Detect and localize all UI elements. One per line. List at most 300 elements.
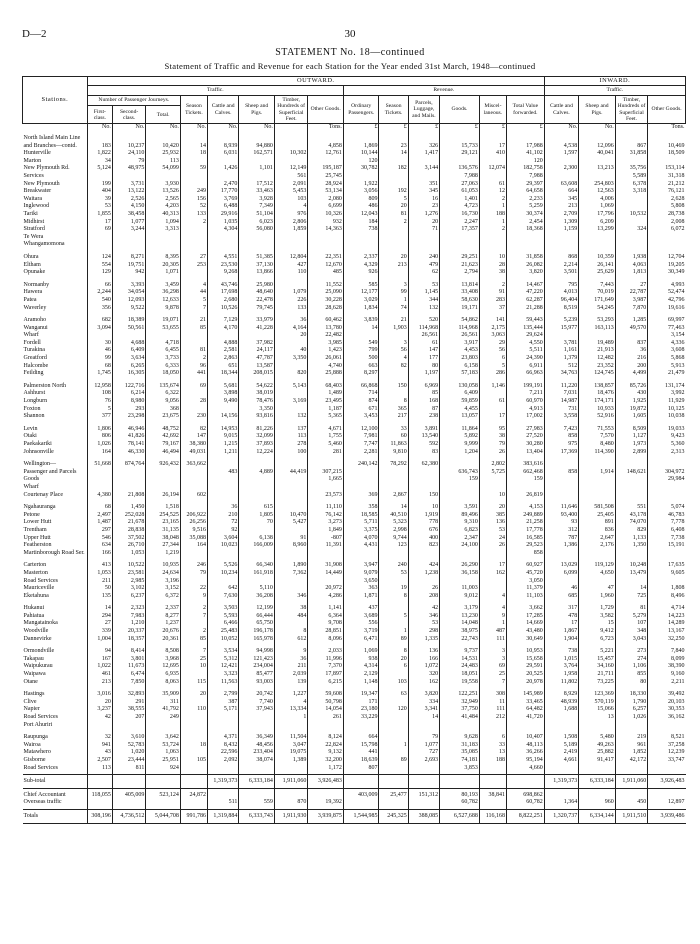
value-cell: 54,622 38,019 78,476 3,350 93,816 [239, 380, 275, 423]
value-cell: 38,841 [479, 788, 506, 809]
value-cell: 7,129 4,170 4,888 2,581 2,863 651 18,344 [208, 314, 239, 380]
value-cell: 3,016 20 3,237 42 [87, 688, 112, 731]
value-cell: 3,820 334 3,341 14 [408, 688, 439, 731]
value-cell: 20 385 136 53 24 26 [479, 501, 506, 559]
value-cell: 145,989 33,465 64,482 41,720 [506, 688, 544, 731]
value-cell: 10,237 24,110 79 48,975 3,731 13,122 2,526 4,150 38,458 1,077 3,244 [112, 132, 145, 251]
value-cell: 60,462 13,780 22,482 3,985 1,423 26,061 4,740 25,888 [308, 314, 344, 380]
value-cell: 483 [208, 458, 239, 501]
value-cell: 3,662 17,285 14,669 43,480 30,649 [506, 602, 544, 645]
value-cell: 3,179 13,230 14,048 38,975 22,743 [440, 602, 480, 645]
value-cell: 4,538 1,597 2,300 63,608 664 345 213 2,709 1,309 1,159 [544, 132, 579, 251]
value-cell: 14 294 27 339 1,004 [87, 602, 112, 645]
station-name-cell: Normanby Hawera Patea Waverley [23, 281, 50, 311]
value-cell: 17 410 12,074 61 12 2 1 188 1 2 [479, 132, 506, 251]
value-cell: 9 36 211 2,039 139 [274, 645, 307, 688]
table-row [23, 559, 686, 602]
unit-cell: Tons. [308, 124, 344, 132]
station-name-cell: Ormondville Takapau Waipukurau Waipawa Otane [23, 648, 55, 685]
value-cell: 48,752 42,692 79,167 46,494 [146, 423, 181, 458]
page-header [22, 28, 678, 42]
value-cell: 51,668 4,380 [87, 458, 112, 501]
value-cell: 17,988 41,102 120 182,758 7,988 29,397 64,658 2,233 5,259 30,374 2,454 18,368 [506, 132, 544, 251]
value-cell: 27 22,787 3,987 7,870 [615, 279, 647, 314]
value-cell: 273 274 1,106 855 80 [615, 645, 647, 688]
value-cell: 35,909 311 41,792 249 [146, 688, 181, 731]
table-row [23, 775, 686, 789]
value-cell [479, 775, 506, 789]
value-cell: 19,033 9,423 5,360 2,313 [648, 423, 686, 458]
value-cell: 51,385 37,130 13,866 [239, 251, 275, 279]
value-cell: 6,334,144 [579, 809, 616, 823]
value-cell: 5,526 10,234 642 7,630 [208, 559, 239, 602]
station-name-cell: Totals [23, 809, 88, 823]
unit-cell: £ [343, 124, 379, 132]
value-cell: 308 11 111 212 [479, 688, 506, 731]
value-cell: 6,527,688 [440, 809, 480, 823]
value-cell: 3,839 14 549 799 500 663 8,297 [343, 314, 379, 380]
value-cell: 44,419 [274, 458, 307, 501]
value-cell: 7,840 8,099 38,390 9,160 2,211 [648, 645, 686, 688]
second-class-header: Second-class. [112, 106, 145, 124]
value-cell: 78,292 2,867 [379, 458, 408, 501]
document-ref: D—2 [22, 28, 47, 40]
value-cell: 4,858 12,761 195,187 25,745 28,924 53,134 2,080 6,699 10,326 932 14,363 [308, 132, 344, 251]
value-cell: 1 89 [379, 731, 408, 774]
value-cell: 795 4,013 96,404 8,519 [544, 279, 579, 314]
station-name-cell: Ohura Eltham Opunake [23, 253, 46, 276]
value-cell: 5 1 89 [379, 602, 408, 645]
value-cell: 405,009 [112, 788, 145, 809]
value-cell: 615 1,805 70 6,138 166,009 [239, 501, 275, 559]
value-cell: 1,911,930 [274, 809, 307, 823]
value-cell: 6 33 13 188 [479, 731, 506, 774]
value-cell: 66,868 714 874 671 3,453 [343, 380, 379, 423]
value-cell: 10,522 23,581 2,985 3,102 6,237 [112, 559, 145, 602]
value-cell: 6,333,184 [579, 775, 616, 789]
value-cell: 4,736,512 [112, 809, 145, 823]
station-name-cell: Sub-total [23, 775, 88, 789]
value-cell: 8,521 37,258 12,239 33,747 [648, 731, 686, 774]
value-cell: 3,393 34,054 12,093 9,522 [112, 279, 145, 314]
value-cell: 8,124 22,824 9,132 32,200 1,172 [308, 731, 344, 774]
value-cell: 960 [579, 788, 616, 809]
station-name-cell: Palmerston North Ashhurst Longburn Foxton Shannon [23, 382, 66, 420]
value-cell: 33 60 11,863 9,810 [379, 423, 408, 458]
value-cell: 3,534 5,312 12,421 3,323 11,563 [208, 645, 239, 688]
value-cell [440, 775, 480, 789]
value-cell: 66,340 161,918 5,110 36,208 [239, 559, 275, 602]
value-cell: 138,857 18,476 174,171 10,933 52,916 [579, 380, 616, 423]
value-cell: 27,983 27,520 30,280 13,404 [506, 423, 544, 458]
value-cell [146, 775, 181, 789]
value-cell: 7 25 10 115 [180, 645, 207, 688]
unit-cell: £ [506, 124, 544, 132]
value-cell [506, 775, 544, 789]
value-cell [408, 775, 439, 789]
value-cell: 36,349 48,456 233,404 38,074 [239, 731, 275, 774]
value-cell: 1,319,373 [208, 775, 239, 789]
value-cell: 1,914 [579, 458, 616, 501]
value-cell: 136 166 1,072 320 162 [408, 645, 439, 688]
value-cell: 8,929 48,939 1,688 [544, 688, 579, 731]
station-name-cell: Levin Otaki Paekakariki Johnsonville [23, 425, 54, 455]
value-cell: 664 15,798 441 18,639 807 [343, 731, 379, 774]
value-cell: 413 1,053 211 50 135 [87, 559, 112, 602]
value-cell: 17 162 4 [479, 559, 506, 602]
unit-cell: No. [579, 124, 616, 132]
traffic-revenue-table-wrap [22, 76, 686, 824]
value-cell: 33,979 41,228 37,982 24,117 47,787 13,587 208,015 [239, 314, 275, 380]
value-cell: 21 1,903 3 56 4 82 [379, 314, 408, 380]
value-cell: 31,858 26,082 3,820 [506, 251, 544, 279]
value-cell: 5,681 3,898 9,490 14,156 [208, 380, 239, 423]
value-cell: 240,142 369 [343, 458, 379, 501]
value-cell: 6,969 85 168 87 238 [408, 380, 439, 423]
value-cell: 1,544,985 [343, 809, 379, 823]
statement-subtitle: Statement of Traffic and Revenue for each Station for the Year ended 31st March, 1948—continued [164, 61, 536, 71]
value-cell: 1,911,060 [274, 775, 307, 789]
unit-cell: No. [112, 124, 145, 132]
value-cell: 9,628 31,183 35,085 74,181 3,853 [440, 731, 480, 774]
value-cell: 118,055 [87, 788, 112, 809]
value-cell: 81,226 32,099 37,893 12,224 [239, 423, 275, 458]
table-body [23, 124, 686, 823]
value-cell: 6,333,184 [239, 775, 275, 789]
value-cell: 511 [208, 788, 239, 809]
value-cell: 926,432 26,194 [146, 458, 181, 501]
value-cell: 2,799 387 5,171 [208, 688, 239, 731]
other-goods-inward-header: Other Goods. [648, 95, 686, 124]
value-cell: 1,227 4 13,334 1 [274, 688, 307, 731]
value-cell: 6,333,743 [239, 809, 275, 823]
value-cell: 1,450 252,028 21,678 28,838 37,502 26,710 1,053 [112, 501, 145, 559]
table-row [23, 251, 686, 279]
value-cell: 12,897 [648, 788, 686, 809]
first-class-header: First-class. [87, 106, 112, 124]
value-cell: 10,248 13,479 14 725 [615, 559, 647, 602]
value-cell: 307,215 1,665 23,573 [308, 458, 344, 501]
value-cell: 19,392 [308, 788, 344, 809]
value-cell: 53 1,145 344 132 [408, 279, 439, 314]
value-cell: 14 40,510 5,323 2,998 9,744 123 [379, 501, 408, 559]
value-cell: 358 18,585 5,711 3,375 4,070 4,431 [343, 501, 379, 559]
value-cell: 2 91 283 37 [479, 279, 506, 314]
value-cell: 3,926,483 [648, 775, 686, 789]
goods-revenue-header: Goods. [440, 95, 480, 124]
value-cell [87, 775, 112, 789]
station-name-cell: North Island Main Line and Branches—contd. Hunterville Marton New Plymouth Rd. Services New Plymouth Breakwater Waitara Inglewood Tariki Midhirst Stratford Te Wera Whangamomona [23, 135, 81, 248]
unit-cell: £ [479, 124, 506, 132]
value-cell: 4,153 249,889 21,258 17,778 16,585 29,523 858 [506, 501, 544, 559]
value-cell: 7,443 70,019 171,649 54,245 [579, 279, 616, 314]
value-cell: 94,998 121,423 234,004 85,477 93,003 [239, 645, 275, 688]
value-cell: 53,293 163,113 19,489 21,913 12,482 23,352 124,745 [579, 314, 616, 380]
value-cell: 54,862 114,968 26,561 3,917 4,453 23,803 6,158 57,183 [440, 314, 480, 380]
value-cell: 123,369 570,119 15,066 13 [579, 688, 616, 731]
value-cell: 63 120 [379, 688, 408, 731]
table-row [23, 279, 686, 314]
value-cell: 2,802 5,725 10 [479, 458, 506, 501]
value-cell: 317 478 17 1,867 1,904 [544, 602, 579, 645]
value-cell: 870 [274, 788, 307, 809]
value-cell: 5,044,708 [146, 809, 181, 823]
value-cell: 1,319,884 [208, 809, 239, 823]
value-cell: 1,911,510 [615, 809, 647, 823]
value-cell: 22,351 12,670 485 [308, 251, 344, 279]
value-cell: 69 28 230 [180, 380, 207, 423]
value-cell: 1,079 226 133 [274, 279, 307, 314]
outward-header: OUTWARD. [87, 77, 544, 86]
value-cell: 3,926,483 [308, 775, 344, 789]
value-cell: 3,503 5,593 6,466 25,483 10,052 [208, 602, 239, 645]
value-cell: 12,100 7,981 7,747 2,281 [343, 423, 379, 458]
value-cell: 523,124 [146, 788, 181, 809]
value-cell: 383,616 662,468 159 26,819 [506, 458, 544, 501]
value-cell: 80,193 60,782 [440, 788, 480, 809]
value-cell: 4,371 8,432 22,596 2,092 [208, 731, 239, 774]
value-cell: 82 147 38,380 49,031 [180, 423, 207, 458]
unit-cell: No. [208, 124, 239, 132]
value-cell: 130,058 6,409 59,859 4,455 13,057 [440, 380, 480, 423]
table-row [23, 501, 686, 559]
value-cell: 3,642 53,724 1,063 25,951 924 [146, 731, 181, 774]
value-cell: 4,714 14,223 14,289 13,167 32,250 [648, 602, 686, 645]
unit-cell: £ [440, 124, 480, 132]
value-cell: 1,320,737 [544, 809, 579, 823]
station-name-cell: Wellington— Passenger and Parcels Goods Wharf Courtenay Place [23, 461, 77, 498]
value-cell: 1,869 10,144 120 30,782 1,922 3,056 809 486 12,043 184 738 [343, 132, 379, 251]
unit-cell [615, 124, 647, 132]
value-cell: 991,786 [180, 809, 207, 823]
value-cell: 42 346 53 298 1,335 [408, 602, 439, 645]
value-cell: 8,822,251 [506, 809, 544, 823]
value-cell: 2,323 7,983 1,210 20,337 18,357 [112, 602, 145, 645]
value-cell: 5,239 15,977 3,781 1,161 1,379 512 34,763 [544, 314, 579, 380]
value-cell: 150 8 365 217 [379, 380, 408, 423]
table-row [23, 809, 686, 823]
value-cell: 4,551 23,530 9,268 [208, 251, 239, 279]
table-row [23, 602, 686, 645]
unit-cell: £ [379, 124, 408, 132]
season-tickets-header: Season Tickets. [180, 95, 207, 124]
value-cell: 450 [615, 788, 647, 809]
sheep-inward-header: Sheep and Pigs. [579, 95, 616, 124]
unit-cell [23, 124, 88, 132]
total-value-header: Total Value forwarded. [506, 95, 544, 124]
table-row [23, 688, 686, 731]
unit-cell [274, 124, 307, 132]
value-cell: 1,364 [544, 788, 579, 809]
value-cell [343, 775, 379, 789]
value-cell: 437 3,689 556 3,719 6,471 [343, 602, 379, 645]
cattle-inward-header: Cattle and Calves. [544, 95, 579, 124]
value-cell: 10,420 25,932 113 54,099 3,930 13,526 2,565 4,203 40,313 1,094 3,313 [146, 132, 181, 251]
traffic-revenue-table [22, 76, 686, 824]
value-cell: 10,469 18,509 153,114 31,318 21,212 76,121 2,628 5,808 28,738 2,008 6,072 [648, 132, 686, 251]
value-cell: 13,029 6,099 46 685 [544, 559, 579, 602]
value-cell: 5,221 15,457 34,160 21,711 73,225 [579, 645, 616, 688]
value-cell: 14 18 59 249 156 52 133 2 [180, 132, 207, 251]
value-cell: 29,251 21,623 2,794 [440, 251, 480, 279]
value-cell: 94,880 162,571 1,101 17,512 33,463 3,928 7,349 51,104 6,023 56,080 [239, 132, 275, 251]
value-cell: 738 1,015 3,764 1,958 11,802 [544, 645, 579, 688]
table-row [23, 458, 686, 501]
value-cell: 245,325 [379, 809, 408, 823]
value-cell: 17,635 9,605 1,808 8,496 [648, 559, 686, 602]
value-cell: 12,958 108 76 5 377 [87, 380, 112, 423]
revenue-header: Revenue. [343, 86, 544, 95]
value-cell: 119,129 4,650 47 1,960 [579, 559, 616, 602]
value-cell: 4,889 [239, 458, 275, 501]
unit-cell: No. [87, 124, 112, 132]
value-cell: 19,071 53,655 4,718 6,455 3,733 6,333 18,050 [146, 314, 181, 380]
value-cell: 141 2,175 3,063 29 56 6 5 286 [479, 314, 506, 380]
value-cell: 5,143 3,169 132 [274, 380, 307, 423]
value-cell: 38 484 8 612 [274, 602, 307, 645]
value-cell: 46,946 41,826 78,141 46,330 [112, 423, 145, 458]
unit-cell: No. [239, 124, 275, 132]
value-cell: 11,864 5,892 9,999 1,204 [440, 423, 480, 458]
value-cell: 10,302 12,149 561 2,091 5,453 103 4 976 2,806 1,859 [274, 132, 307, 251]
value-cell: 11,220 7,031 14,987 731 3,558 [544, 380, 579, 423]
value-cell: 18,389 50,561 4,688 6,409 3,634 6,265 16,305 [112, 314, 145, 380]
inward-traffic-header: Traffic. [544, 86, 685, 95]
value-cell: 4 9 1 487 111 [479, 602, 506, 645]
value-cell: 79 1,077 727 2,693 [408, 731, 439, 774]
value-cell: 308,196 [87, 809, 112, 823]
value-cell: 363,662 602 [180, 458, 207, 501]
value-cell: 21 85 81 2 96 441 [180, 314, 207, 380]
stations-header: Stations. [23, 77, 88, 124]
value-cell: 135,674 6,322 9,056 368 23,675 [146, 380, 181, 423]
table-row [23, 788, 686, 809]
passenger-journeys-header: Number of Passenger Journeys. [87, 95, 180, 106]
value-cell: 69,997 77,463 3,154 4,336 3,608 5,868 5,913 21,479 [648, 314, 686, 380]
value-cell: 3,947 9,079 3,650 363 1,871 [343, 559, 379, 602]
timber-inward-header: Timber, Hundreds of Superficial Feet. [615, 95, 647, 124]
value-cell: 2 7 2 85 [180, 602, 207, 645]
value-cell: 68,403 1,489 23,495 1,187 5,365 [308, 380, 344, 423]
value-cell: 12,704 19,205 30,349 [648, 251, 686, 279]
value-cell: 581,508 25,405 891 836 2,647 2,176 [579, 501, 616, 559]
value-cell: 240 53 19 8 [379, 559, 408, 602]
value-cell: 1,911,060 [615, 775, 647, 789]
value-cell: 32 941 43 2,507 113 [87, 731, 112, 774]
value-cell: 304,972 29,984 [648, 458, 686, 501]
value-cell: 10,935 24,634 3,196 3,152 6,372 [146, 559, 181, 602]
value-cell: 8,939 6,031 1,426 2,470 17,770 3,769 6,488 29,916 1,035 4,304 [208, 132, 239, 251]
value-cell [180, 775, 207, 789]
station-name-cell: Chief Accountant Overseas traffic [23, 788, 88, 809]
value-cell: 10 28 38 [479, 251, 506, 279]
value-cell [112, 775, 145, 789]
table-row [23, 132, 686, 251]
value-cell: 124 554 129 [87, 251, 112, 279]
value-cell: 3,939,875 [308, 809, 344, 823]
page-number: 30 [344, 28, 356, 40]
value-cell: 520 114,968 26,561 61 147 177 80 1,197 [408, 314, 439, 380]
value-cell: 3 99 1 74 [379, 279, 408, 314]
value-cell: 81 5,279 107 348 3,043 [615, 602, 647, 645]
value-cell: 19,347 171 23,180 33,229 [343, 688, 379, 731]
cattle-header: Cattle and Calves. [208, 95, 239, 124]
value-cell: 4,671 1,755 5,460 281 [308, 423, 344, 458]
parcels-header: Parcels, Luggage, and Mails. [408, 95, 439, 124]
value-cell: 71,553 7,570 8,480 114,390 [579, 423, 616, 458]
value-cell: 25,980 48,640 22,478 79,745 [239, 279, 275, 314]
value-cell: 18,330 1,790 6,257 1,026 [615, 688, 647, 731]
value-cell: 95 38 79 26 [479, 423, 506, 458]
value-cell: 698,862 60,782 [506, 788, 544, 809]
value-cell: 5,480 49,263 25,882 91,417 [579, 731, 616, 774]
value-cell: 4 44 5 7 [180, 279, 207, 314]
station-name-cell: Raupunga Wairoa Matawhero Gisborne Road Services [23, 734, 58, 771]
value-cell: 585 12,177 3,029 1,834 [343, 279, 379, 314]
value-cell: 26,290 36,158 11,003 9,012 [440, 559, 480, 602]
value-cell: 240 479 62 [408, 251, 439, 279]
value-cell: 85,726 430 1,925 19,872 1,605 [615, 380, 647, 423]
value-cell: 36 210 72 92 3,604 10,023 [208, 501, 239, 559]
sheep-header: Sheep and Pigs. [239, 95, 275, 124]
table-row [23, 423, 686, 458]
value-cell: 403,009 [343, 788, 379, 809]
value-cell: 14,467 47,220 62,287 21,288 [506, 279, 544, 314]
season-revenue-header: Season Tickets. [379, 95, 408, 124]
units-row [23, 124, 686, 132]
unit-cell: No. [146, 124, 181, 132]
value-cell: 3,891 13,540 592 83 [408, 423, 439, 458]
inward-header: INWARD. [544, 77, 685, 86]
value-cell: 14,953 9,015 1,215 1,211 [208, 423, 239, 458]
value-cell: 8,508 3,968 12,695 6,935 8,063 [146, 645, 181, 688]
value-cell: 36 4,164 20 40 3,350 820 [274, 314, 307, 380]
value-cell: 874,764 21,808 [112, 458, 145, 501]
value-cell: 551 43,178 74,070 829 1,133 1,350 [615, 501, 647, 559]
statement-title: STATEMENT No. 18—continued [275, 47, 425, 58]
table-row [23, 380, 686, 423]
value-cell: 8,271 19,751 942 [112, 251, 145, 279]
value-cell: 68 2,497 1,487 297 546 634 166 [87, 501, 112, 559]
value-cell: 122,716 6,214 8,980 293 23,298 [112, 380, 145, 423]
value-cell: 2,337 4,329 926 [343, 251, 379, 279]
value-cell: 3 3 69 25 7 [479, 645, 506, 688]
value-cell: 60,927 45,720 3,050 11,379 11,103 [506, 559, 544, 602]
value-cell: 137 113 278 100 [274, 423, 307, 458]
value-cell: 12,096 40,041 13,213 254,803 12,563 4,006 1,069 17,796 6,209 13,299 [579, 132, 616, 251]
value-cell: 9,737 14,531 24,483 18,051 19,558 [440, 645, 480, 688]
ordinary-passengers-header: Ordinary Passengers. [343, 95, 379, 124]
value-cell: 15,733 29,121 136,576 7,988 27,063 61,053 1,401 4,723 16,730 2,247 17,357 [440, 132, 480, 251]
value-cell: 1,069 938 4,314 2,129 1,148 [343, 645, 379, 688]
station-name-cell: Hukanui Pahiatua Mangatainoka Woodville Dannevirke [23, 605, 58, 642]
table-row [23, 314, 686, 380]
value-cell: 1,285 49,570 837 36 216 200 4,499 [615, 314, 647, 380]
value-cell: 12,199 66,444 65,750 196,178 165,978 [239, 602, 275, 645]
value-cell: 1,146 61 17 [479, 380, 506, 423]
value-cell: 10,470 5,427 91 8,960 [274, 501, 307, 559]
other-goods-header: Other Goods. [308, 95, 344, 124]
value-cell: 5,074 46,783 7,778 6,408 7,738 15,191 [648, 501, 686, 559]
value-cell: 10 1,919 778 676 400 823 [408, 501, 439, 559]
value-cell: 4,993 52,474 42,796 19,616 [648, 279, 686, 314]
value-cell: 682 3,094 30 46 99 68 1,745 [87, 314, 112, 380]
value-cell: 12,804 427 110 [274, 251, 307, 279]
value-cell: 8,509 1,127 1,973 2,899 [615, 423, 647, 458]
value-cell: 122,251 32,949 37,750 41,484 [440, 688, 480, 731]
value-cell: 858 [544, 458, 579, 501]
value-cell: 1,890 7,362 346 [274, 559, 307, 602]
